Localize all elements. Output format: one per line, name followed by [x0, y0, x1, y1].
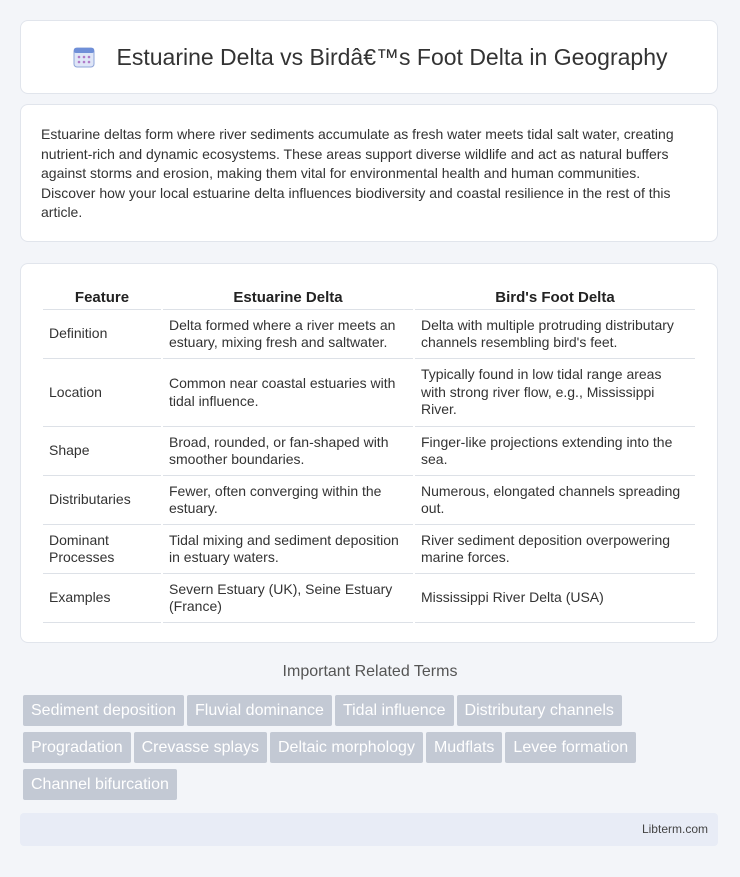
row-feature: Dominant Processes	[43, 525, 161, 574]
tag-tidal-influence[interactable]: Tidal influence	[335, 695, 454, 726]
comparison-table-card	[20, 263, 718, 643]
row-birds-foot: Typically found in low tidal range areas with strong river flow, e.g., Mississippi River.	[415, 359, 695, 427]
tag-fluvial-dominance[interactable]: Fluvial dominance	[187, 695, 332, 726]
row-estuarine: Common near coastal estuaries with tidal influence.	[163, 359, 413, 427]
row-birds-foot: Finger-like projections extending into the sea.	[415, 427, 695, 476]
table-header-row	[43, 284, 695, 310]
page-title: Estuarine Delta vs Birdâ€™s Foot Delta in Geography	[116, 43, 668, 70]
row-estuarine: Fewer, often converging within the estuary.	[163, 476, 413, 525]
tag-deltaic-morphology[interactable]: Deltaic morphology	[270, 732, 423, 763]
header-feature: Feature	[43, 284, 161, 310]
tag-progradation[interactable]: Progradation	[23, 732, 131, 763]
intro-paragraph: Estuarine deltas form where river sediments accumulate as fresh water meets tidal salt water, creating nutrient-rich and dynamic ecosystems. These areas support diverse wildlife and act as natural buffers against storms and erosion, making them vital for environmental health and human communities. Discover how your local estuarine delta influences biodiversity and coastal resilience in the rest of this article.	[41, 126, 674, 220]
tag-mudflats[interactable]: Mudflats	[426, 732, 502, 763]
tag-distributary-channels[interactable]: Distributary channels	[457, 695, 622, 726]
tag-levee-formation[interactable]: Levee formation	[505, 732, 636, 763]
related-terms-title: Important Related Terms	[282, 663, 458, 680]
table-row	[43, 476, 695, 525]
row-estuarine: Delta formed where a river meets an estuary, mixing fresh and saltwater.	[163, 310, 413, 359]
row-feature: Location	[43, 359, 161, 427]
tag-crevasse-splays[interactable]: Crevasse splays	[134, 732, 267, 763]
row-estuarine: Severn Estuary (UK), Seine Estuary (France)	[163, 574, 413, 623]
row-estuarine: Tidal mixing and sediment deposition in estuary waters.	[163, 525, 413, 574]
row-feature: Examples	[43, 574, 161, 623]
title-card	[20, 20, 718, 94]
tag-sediment-deposition[interactable]: Sediment deposition	[23, 695, 184, 726]
row-birds-foot: River sediment deposition overpowering marine forces.	[415, 525, 695, 574]
table-row	[43, 427, 695, 476]
row-feature: Definition	[43, 310, 161, 359]
row-estuarine: Broad, rounded, or fan-shaped with smoother boundaries.	[163, 427, 413, 476]
row-birds-foot: Mississippi River Delta (USA)	[415, 574, 695, 623]
calendar-grid-icon	[71, 44, 97, 70]
header-estuarine: Estuarine Delta	[163, 284, 413, 310]
row-birds-foot: Delta with multiple protruding distributary channels resembling bird's feet.	[415, 310, 695, 359]
related-terms-list	[23, 695, 723, 806]
row-feature: Shape	[43, 427, 161, 476]
table-row	[43, 525, 695, 574]
table-row	[43, 574, 695, 623]
row-birds-foot: Numerous, elongated channels spreading out.	[415, 476, 695, 525]
tag-channel-bifurcation[interactable]: Channel bifurcation	[23, 769, 177, 800]
header-birds-foot: Bird's Foot Delta	[415, 284, 695, 310]
intro-card	[20, 104, 718, 242]
footer-site-link[interactable]: Libterm.com	[641, 822, 708, 836]
footer	[20, 813, 718, 846]
comparison-table	[41, 284, 697, 623]
table-row	[43, 310, 695, 359]
row-feature: Distributaries	[43, 476, 161, 525]
table-row	[43, 359, 695, 427]
